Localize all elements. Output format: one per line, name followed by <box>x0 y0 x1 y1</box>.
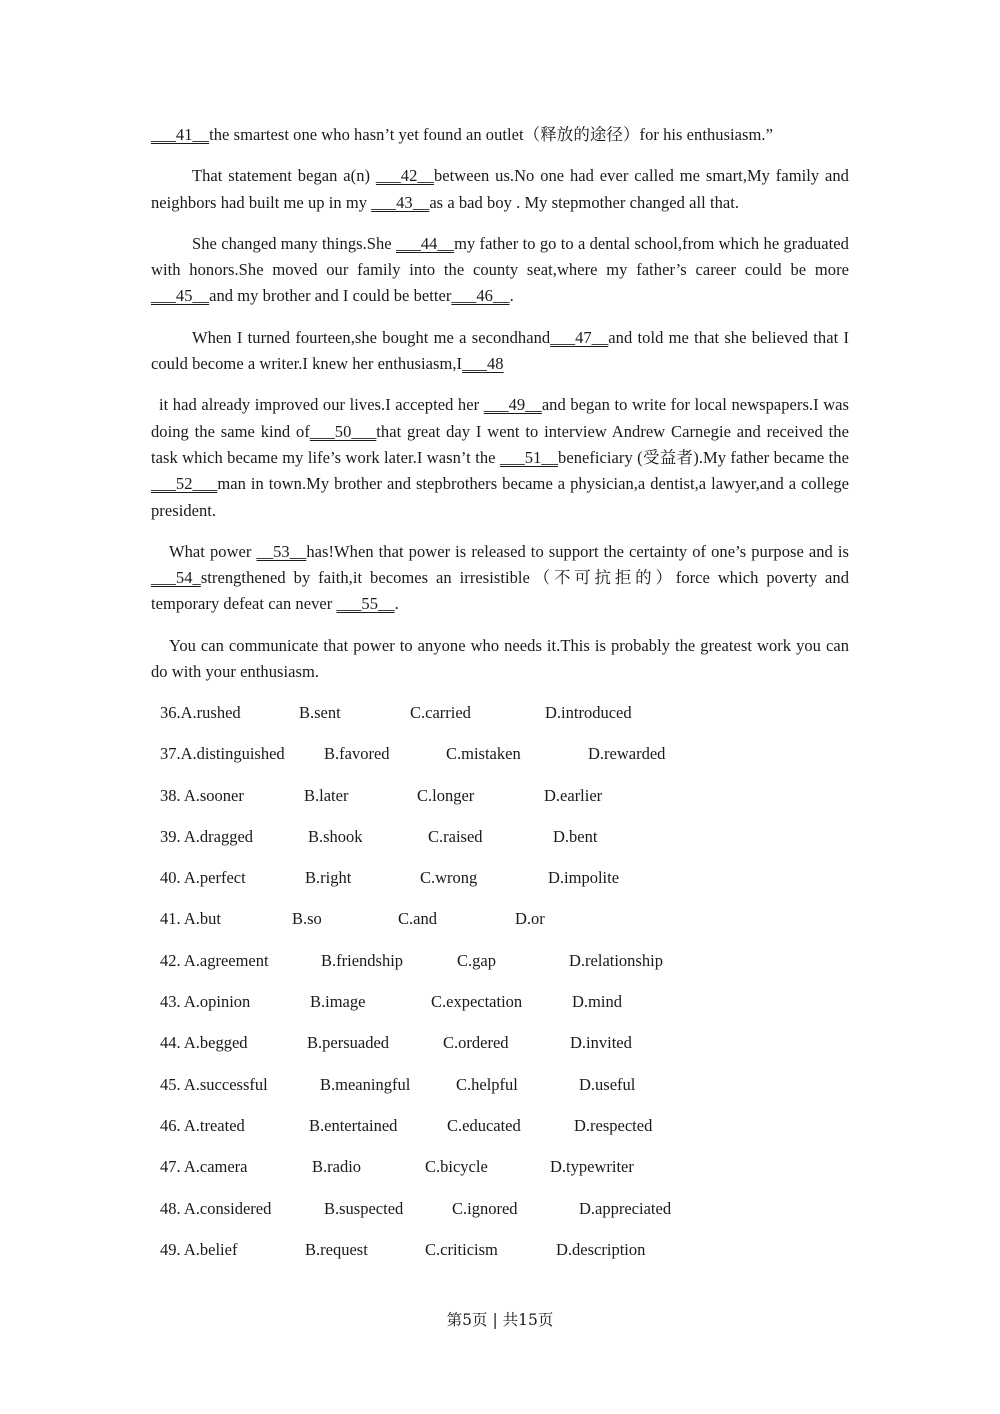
option-b: B.so <box>292 909 322 929</box>
option-a: 42. A.agreement <box>160 950 269 970</box>
question-row-37 <box>160 741 860 782</box>
question-row-47 <box>160 1154 860 1195</box>
option-d: D.mind <box>572 992 622 1012</box>
option-c: C.ordered <box>443 1033 509 1053</box>
option-a: 45. A.successful <box>160 1074 268 1094</box>
page-number: 第5页 | 共15页 <box>446 1311 554 1329</box>
blank-54: ___54_ <box>151 568 201 588</box>
passage-text: as a bad boy . My stepmother changed all that. <box>429 192 740 212</box>
option-c: C.longer <box>417 785 475 805</box>
passage-paragraph-1 <box>151 163 849 216</box>
passage-text: and began to write for local newspapers.I was doing the same kind of <box>151 395 850 441</box>
passage-paragraph-2 <box>151 231 849 310</box>
option-a: 37.A.distinguished <box>160 744 285 764</box>
option-d: D.respected <box>574 1115 653 1135</box>
option-a: 46. A.treated <box>160 1115 245 1135</box>
passage-text: strengthened by faith,it becomes an irresistible（不可抗拒的）force which poverty and temporary defeat can never <box>151 568 849 614</box>
option-c: C.bicycle <box>425 1157 488 1177</box>
question-row-42 <box>160 948 860 989</box>
passage-text: That statement began a(n) <box>192 166 376 186</box>
passage-text: and my brother and I could be better <box>209 286 452 306</box>
blank-45: ___45__ <box>151 286 210 306</box>
option-d: D.invited <box>570 1033 632 1053</box>
option-b: B.right <box>305 868 352 888</box>
passage-text: man in town.My brother and stepbrothers became a physician,a dentist,a lawyer,and a college president. <box>151 474 849 520</box>
option-d: D.rewarded <box>588 744 666 764</box>
option-c: C.mistaken <box>446 744 521 764</box>
blank-48: ___48 <box>462 354 504 374</box>
cloze-passage <box>151 122 849 700</box>
blank-42: ___42__ <box>375 166 434 186</box>
passage-text: What power <box>169 541 257 561</box>
passage-text: and told me that she believed that I could become a writer.I knew her enthusiasm,I <box>151 327 849 374</box>
passage-text: that great day I went to interview Andrew Carnegie and received the task which became my life’s work later.I wasn’t the <box>151 421 849 467</box>
option-c: C.ignored <box>452 1198 518 1218</box>
option-c: C.carried <box>410 703 471 722</box>
question-row-40 <box>160 865 860 906</box>
option-d: D.earlier <box>544 785 603 805</box>
question-row-45 <box>160 1072 860 1113</box>
option-b: B.persuaded <box>307 1033 390 1053</box>
blank-50: ___50___ <box>309 421 377 441</box>
answer-options <box>160 700 860 1278</box>
option-b: B.suspected <box>324 1198 404 1218</box>
blank-52: ___52___ <box>151 474 218 494</box>
passage-text: my father to go to a dental school,from which he graduated with honors.She moved our family into the county seat,where my father’s career could be more <box>151 233 849 280</box>
option-a: 43. A.opinion <box>160 992 251 1012</box>
passage-text: She changed many things.She <box>192 233 396 253</box>
option-b: B.friendship <box>321 950 404 970</box>
option-d: D.description <box>556 1239 646 1259</box>
question-row-43 <box>160 989 860 1030</box>
option-a: 36.A.rushed <box>160 703 241 722</box>
passage-text: . <box>509 286 514 306</box>
option-c: C.wrong <box>420 868 478 888</box>
passage-text: . <box>394 594 399 614</box>
blank-51: ___51__ <box>499 447 559 467</box>
option-a: 49. A.belief <box>160 1239 238 1259</box>
passage-text: the smartest one who hasn’t yet found an outlet（释放的途径）for his enthusiasm.” <box>209 125 773 144</box>
blank-44: ___44__ <box>395 233 455 253</box>
option-c: C.gap <box>457 950 496 970</box>
blank-41: ___41__ <box>151 125 210 144</box>
question-row-44 <box>160 1030 860 1071</box>
option-c: C.criticism <box>425 1239 498 1259</box>
passage-text: beneficiary (受益者).My father became the <box>558 447 849 467</box>
option-d: D.appreciated <box>579 1198 672 1218</box>
option-a: 48. A.considered <box>160 1198 272 1218</box>
passage-paragraph-6 <box>151 633 849 686</box>
question-row-49 <box>160 1237 860 1278</box>
blank-43: ___43__ <box>371 192 430 212</box>
blank-46: ___46__ <box>451 286 510 306</box>
option-d: D.typewriter <box>550 1157 634 1177</box>
option-b: B.later <box>304 785 349 805</box>
option-d: D.introduced <box>545 703 632 722</box>
option-a: 40. A.perfect <box>160 868 246 888</box>
option-a: 39. A.dragged <box>160 826 254 846</box>
option-d: D.bent <box>553 826 598 846</box>
option-d: D.relationship <box>569 950 663 970</box>
passage-text: between us.No one had ever called me smart,My family and neighbors had built me up in my <box>151 166 849 212</box>
question-row-39 <box>160 824 860 865</box>
option-a: 44. A.begged <box>160 1033 248 1053</box>
option-b: B.favored <box>324 744 390 764</box>
question-row-41 <box>160 906 860 947</box>
option-c: C.raised <box>428 826 483 846</box>
option-c: C.expectation <box>431 992 523 1012</box>
blank-55: ___55__ <box>336 594 395 614</box>
option-b: B.entertained <box>309 1115 398 1135</box>
option-b: B.image <box>310 992 366 1012</box>
option-d: D.or <box>515 909 545 929</box>
blank-49: ___49__ <box>483 395 542 415</box>
question-row-46 <box>160 1113 860 1154</box>
passage-text: You can communicate that power to anyone who needs it.This is probably the greatest work you can do with your enthusiasm. <box>151 635 849 682</box>
passage-text: has!When that power is released to support the certainty of one’s purpose and is <box>306 541 850 561</box>
option-c: C.educated <box>447 1115 521 1135</box>
blank-53: __53__ <box>256 541 307 561</box>
option-b: B.shook <box>308 826 363 846</box>
option-d: D.useful <box>579 1074 636 1094</box>
passage-text: When I turned fourteen,she bought me a secondhand <box>192 327 551 347</box>
passage-paragraph-3 <box>151 325 849 378</box>
option-d: D.impolite <box>548 868 620 888</box>
blank-47: ___47__ <box>550 327 609 347</box>
question-row-36 <box>160 700 860 741</box>
option-a: 38. A.sooner <box>160 785 244 805</box>
question-row-38 <box>160 783 860 824</box>
question-row-48 <box>160 1196 860 1237</box>
passage-paragraph-0 <box>151 122 849 148</box>
option-c: C.and <box>398 909 437 929</box>
option-a: 41. A.but <box>160 909 221 929</box>
passage-paragraph-5 <box>151 539 849 618</box>
option-c: C.helpful <box>456 1074 518 1094</box>
option-b: B.request <box>305 1239 368 1259</box>
passage-text: it had already improved our lives.I accepted her <box>159 395 484 415</box>
option-a: 47. A.camera <box>160 1157 248 1177</box>
option-b: B.meaningful <box>320 1074 411 1094</box>
option-b: B.sent <box>299 703 341 722</box>
passage-paragraph-4 <box>151 392 849 523</box>
option-b: B.radio <box>312 1157 362 1177</box>
